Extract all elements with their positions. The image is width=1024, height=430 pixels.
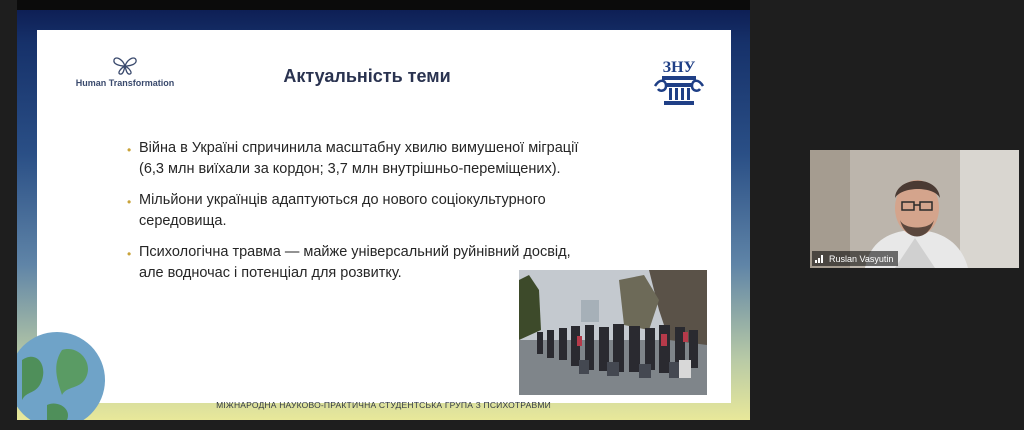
bullet-dot-icon: • [127,143,132,157]
butterfly-icon [112,56,138,76]
signal-bars-icon [815,254,825,263]
bullet-text: Мільйони українців адаптуються до нового соціокультурного середовища. [139,192,546,229]
participant-video-tile[interactable] [810,150,1019,268]
refugees-photo-image [519,270,707,395]
slide-footer [17,393,750,420]
znu-column-logo-icon [652,56,706,108]
footer-text: МІЖНАРОДНА НАУКОВО-ПРАКТИЧНА СТУДЕНТСЬКА ГРУПА З ПСИХОТРАВМИ [216,400,551,410]
shared-slide [17,10,750,420]
slide-title: Актуальність теми [283,66,451,86]
bullet-text: Психологічна травма — майже універсальний руйнівний досвід, але водночас і потенціал для розвитку. [139,244,571,281]
bullet-item [127,138,597,180]
bullet-dot-icon: • [127,195,132,209]
human-transformation-logo [55,56,195,88]
bullet-text: Війна в Україні спричинила масштабну хвилю вимушеної міграції (6,3 млн виїхали за кордон; 3,7 млн внутрішньо-переміщених). [139,140,579,177]
znu-logo-text: ЗНУ [662,59,696,76]
refugees-photo [519,270,707,395]
bullet-item [127,190,597,232]
logo-text: Human Transformation [75,78,175,88]
participant-name-label [812,251,898,266]
shared-screen-top-bar [17,0,750,10]
slide-content-panel [37,30,731,403]
bullet-dot-icon: • [127,247,132,261]
participant-name: Ruslan Vasyutin [829,253,894,264]
znu-logo [652,56,706,113]
